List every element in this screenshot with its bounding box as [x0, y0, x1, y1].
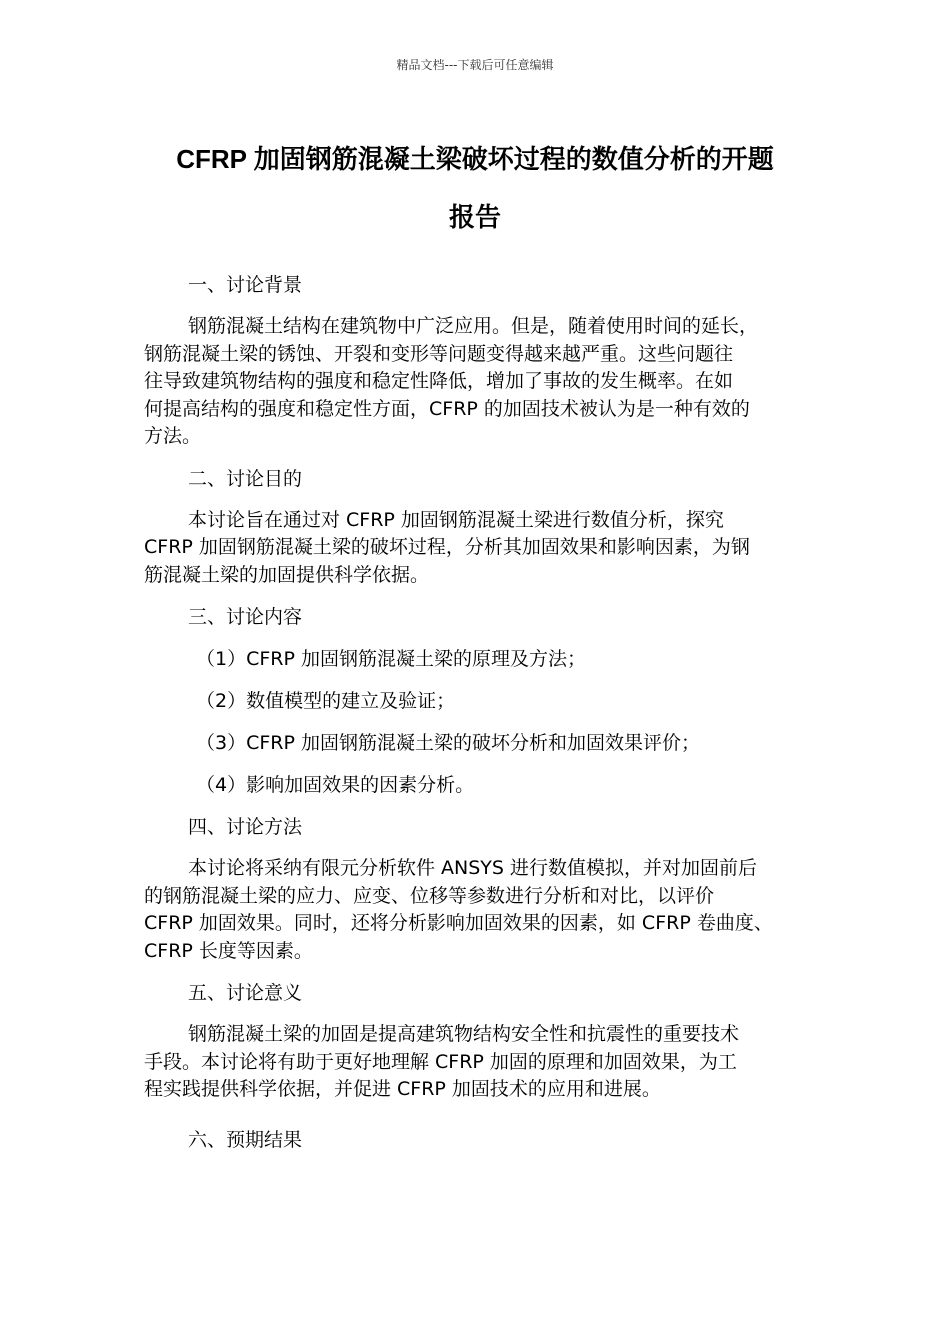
section-heading-significance: 五、讨论意义: [188, 982, 303, 1004]
section-heading-content: 三、讨论内容: [188, 606, 303, 628]
section-paragraph-background: [144, 313, 814, 451]
paragraph-line: 筋混凝土梁的加固提供科学依据。: [144, 563, 430, 586]
list-item: （2）数值模型的建立及验证；: [196, 690, 456, 712]
list-item: （1）CFRP 加固钢筋混凝土梁的原理及方法；: [196, 648, 586, 670]
title-line-2: 报告: [448, 202, 501, 232]
section-heading-results: 六、预期结果: [188, 1128, 303, 1151]
list-item: （3）CFRP 加固钢筋混凝土梁的破坏分析和加固效果评价；: [196, 732, 700, 754]
page-header: 精品文档---下载后可任意编辑: [396, 58, 554, 72]
paragraph-line: 本讨论将采纳有限元分析软件 ANSYS 进行数值模拟，并对加固前后: [188, 857, 758, 879]
section-heading-purpose: 二、讨论目的: [188, 467, 303, 490]
paragraph-line: 往导致建筑物结构的强度和稳定性降低，增加了事故的发生概率。在如: [144, 370, 734, 392]
paragraph-line: CFRP 长度等因素。: [144, 939, 313, 962]
document-body: [144, 271, 814, 1168]
paragraph-line: 手段。本讨论将有助于更好地理解 CFRP 加固的原理和加固效果，为工: [144, 1050, 737, 1073]
section-heading-method: 四、讨论方法: [188, 816, 303, 838]
paragraph-line: 钢筋混凝土梁的加固是提高建筑物结构安全性和抗震性的重要技术: [188, 1023, 740, 1045]
section-paragraph-method: [144, 855, 814, 965]
paragraph-line: 本讨论旨在通过对 CFRP 加固钢筋混凝土梁进行数值分析，探究: [188, 508, 724, 531]
paragraph-line: 的钢筋混凝土梁的应力、应变、位移等参数进行分析和对比，以评价: [144, 884, 715, 907]
section-paragraph-significance: [144, 1021, 814, 1104]
paragraph-line: CFRP 加固钢筋混凝土梁的破坏过程，分析其加固效果和影响因素，为钢: [144, 536, 750, 558]
paragraph-line: 方法。: [144, 425, 202, 447]
paragraph-line: CFRP 加固效果。同时，还将分析影响加固效果的因素，如 CFRP 卷曲度、: [144, 912, 773, 934]
paragraph-line: 钢筋混凝土梁的锈蚀、开裂和变形等问题变得越来越严重。这些问题往: [144, 342, 734, 365]
document-title: [120, 130, 830, 246]
list-item: （4）影响加固效果的因素分析。: [196, 774, 475, 796]
section-heading-background: 一、讨论背景: [188, 274, 303, 296]
paragraph-line: 何提高结构的强度和稳定性方面，CFRP 的加固技术被认为是一种有效的: [144, 397, 750, 420]
paragraph-line: 程实践提供科学依据，并促进 CFRP 加固技术的应用和进展。: [144, 1078, 661, 1100]
title-line-1: CFRP 加固钢筋混凝土梁破坏过程的数值分析的开题: [176, 144, 774, 174]
section-paragraph-purpose: [144, 507, 814, 590]
paragraph-line: 钢筋混凝土结构在建筑物中广泛应用。但是，随着使用时间的延长，: [188, 315, 759, 337]
